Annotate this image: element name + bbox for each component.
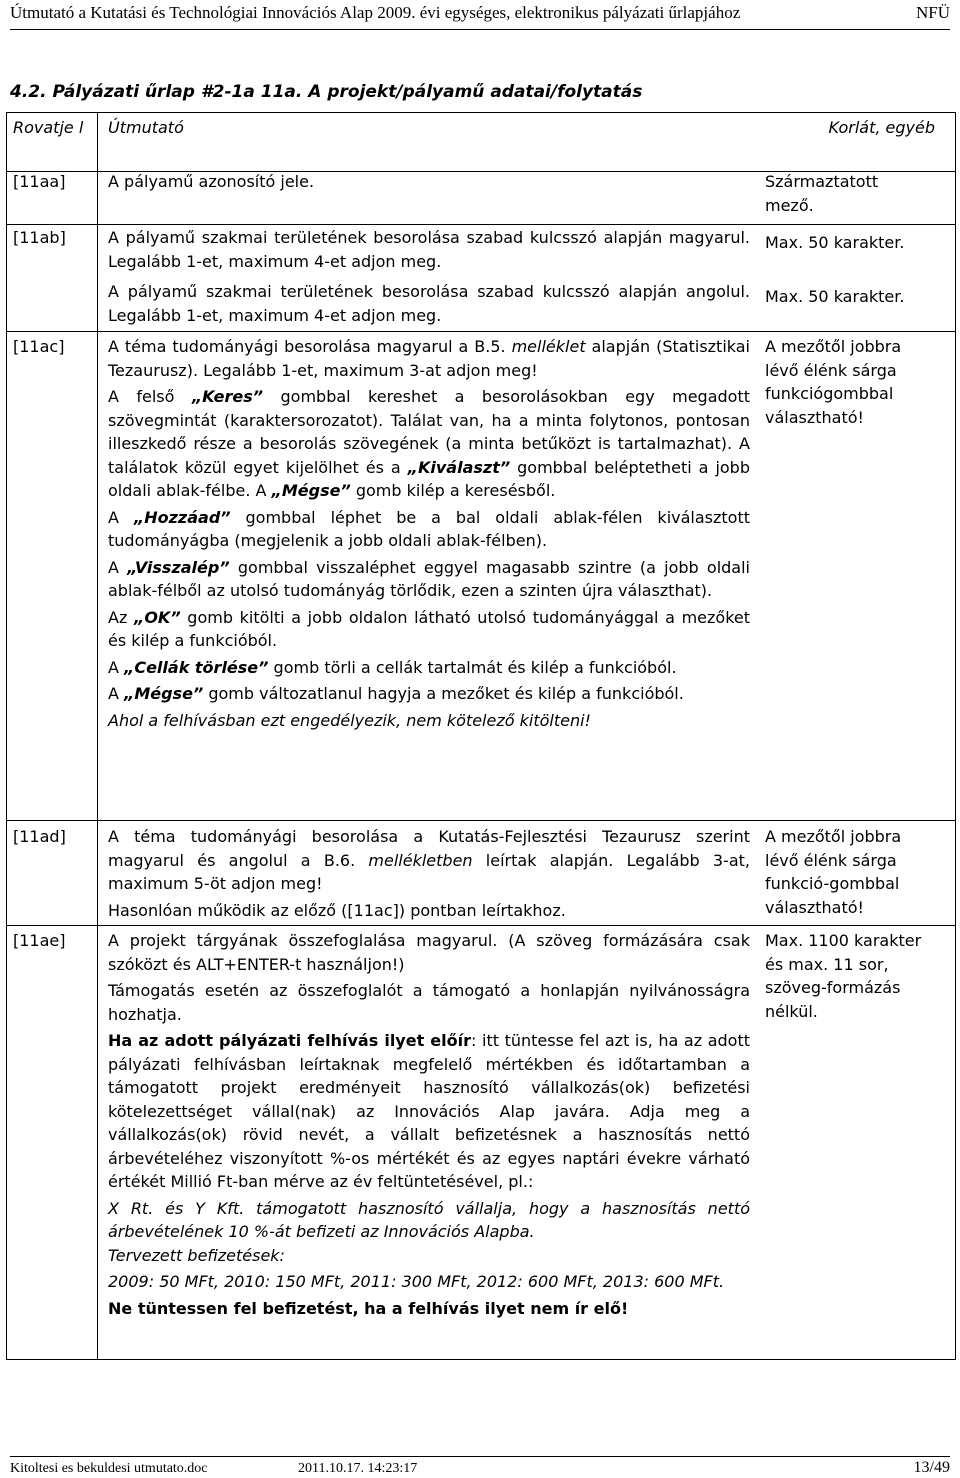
row-limit-11aa: Származtatott mező. [765,172,879,215]
paragraph: A „Mégse” gomb változatlanul hagyja a mezőket és kilép a funkcióból. [108,684,684,703]
section-title: 4.2. Pályázati űrlap #2-1a 11a. A projekt/pályamű adatai/folytatás [10,82,643,102]
row-text-11aa: A pályamű azonosító jele. [108,172,315,191]
paragraph: Tervezett befizetések: [108,1245,285,1265]
row-divider [7,820,955,821]
footer-filename: Kitoltesi es bekuldesi utmutato.doc [10,1461,208,1476]
row-limit-11ac: A mezőtől jobbra lévő élénk sárga funkciógombbal választható! [765,337,902,427]
page-footer [10,1456,950,1477]
row-code-11ae: [11ae] [13,931,66,950]
row-code-11ac: [11ac] [13,337,65,356]
col-header-guide: Útmutató [108,118,184,137]
paragraph: A „Cellák törlése” gomb törli a cellák tartalmát és kilép a funkcióból. [108,657,677,677]
header-title: Útmutató a Kutatási és Technológiai Innovációs Alap 2009. évi egységes, elektronikus pályázati űrlapjához [10,3,741,22]
row-divider [7,224,955,225]
col-header-limit: Korlát, egyéb [828,118,935,137]
row-limit-11ad: A mezőtől jobbra lévő élénk sárga funkció-gombbal választható! [765,827,902,917]
row-divider [7,925,955,926]
paragraph: Ahol a felhívásban ezt engedélyezik, nem kötelező kitölteni! [108,710,591,730]
row-text-11ac [108,335,750,735]
row-text-11ab-hu: A pályamű szakmai területének besorolása szabad kulcsszó alapján magyarul. Legalább 1-et, maximum 4-et adjon meg. [108,228,750,271]
row-code-11ab: [11ab] [13,228,66,247]
row-code-11ad: [11ad] [13,827,66,846]
row-text-11ab-en: A pályamű szakmai területének besorolása szabad kulcsszó alapján angolul. Legalább 1-et, maximum 4-et adjon meg. [108,282,750,325]
paragraph: A téma tudományági besorolása magyarul a B.5. melléklet alapján (Statisztikai Tezaurusz). Legalább 1-et, maximum 3-at adjon meg! [108,337,750,380]
paragraph: A „Hozzáad” gombbal léphet be a bal oldali ablak-félen kiválasztott tudományágba (megjelenik a jobb oldali ablak-félben). [108,507,751,550]
row-limit-11ae: Max. 1100 karakter és max. 11 sor, szöveg-formázás nélkül. [765,931,922,1021]
row-text-11ad [108,825,750,925]
paragraph: A téma tudományági besorolása a Kutatás-Fejlesztési Tezaurusz szerint magyarul és angolul a B.6. mellékletben leírtak alapján. Legalább 3-at, maximum 5-öt adjon meg! [108,827,750,893]
row-text-11ae [108,929,750,1323]
page-header [10,3,950,30]
column-divider [97,113,98,1359]
header-org: NFÜ [915,3,950,22]
paragraph: Hasonlóan működik az előző ([11ac]) pontban leírtakhoz. [108,900,566,920]
guide-table [6,112,956,1360]
paragraph: 2009: 50 MFt, 2010: 150 MFt, 2011: 300 MFt, 2012: 600 MFt, 2013: 600 MFt. [108,1272,725,1291]
footer-datetime: 2011.10.17. 14:23:17 [298,1461,418,1476]
paragraph: Ne tüntessen fel befizetést, ha a felhívás ilyet nem ír elő! [108,1298,629,1318]
row-divider [7,331,955,332]
row-limit-11ab-en: Max. 50 karakter. [765,287,905,306]
paragraph: Támogatás esetén az összefoglalót a támogató a honlapján nyilvánosságra hozhatja. [108,981,750,1024]
row-limit-11ab-hu: Max. 50 karakter. [765,233,905,252]
col-header-code: Rovatje l [13,118,84,137]
row-code-11aa: [11aa] [13,172,66,191]
paragraph: A projekt tárgyának összefoglalása magyarul. (A szöveg formázására csak szóközt és ALT+ENTER-t használjon!) [108,931,750,974]
paragraph: A felső „Keres” gombbal kereshet a besorolásokban egy megadott szövegmintát (karaktersorozatot). Találat van, ha a minta folytonos, pontosan illeszkedő része a besorolás szövegének (a minta betűközt is tartalmazhat). A találatok közül egyet kijelölhet és a „Kiválaszt” gombbal beléptetheti a jobb oldali ablak-félbe. A „Mégse” gomb kilép a keresésből. [108,387,750,500]
paragraph: Ha az adott pályázati felhívás ilyet előír: itt tüntesse fel azt is, ha az adott pályázati felhívásban leírtaknak megfelelő mértékben és időtartamban a támogatott projekt eredményeit hasznosító vállalkozás(ok) befizetési kötelezettséget vállal(nak) az Innovációs Alap javára. Adja meg a vállalkozás(ok) rövid nevét, a vállalt befizetésnek a hasznosítás nettó árbevételéhez viszonyított %-os mértékét és az egyes naptári évekre várható értékét Millió Ft-ban mérve az év feltüntetésével, pl.: [108,1031,751,1191]
paragraph: Az „OK” gomb kitölti a jobb oldalon látható utolsó tudományággal a mezőket és kilép a funkcióból. [108,607,751,650]
footer-page-number: 13/49 [913,1459,950,1476]
paragraph: X Rt. és Y Kft. támogatott hasznosító vállalja, hogy a hasznosítás nettó árbevételének 10 %-át befizeti az Innovációs Alapba. [108,1198,750,1241]
paragraph: A „Visszalép” gombbal visszaléphet eggyel magasabb szintre (a jobb oldali ablak-félből az utolsó tudományág törlődik, ezen a szinten újra választhat). [108,557,750,600]
